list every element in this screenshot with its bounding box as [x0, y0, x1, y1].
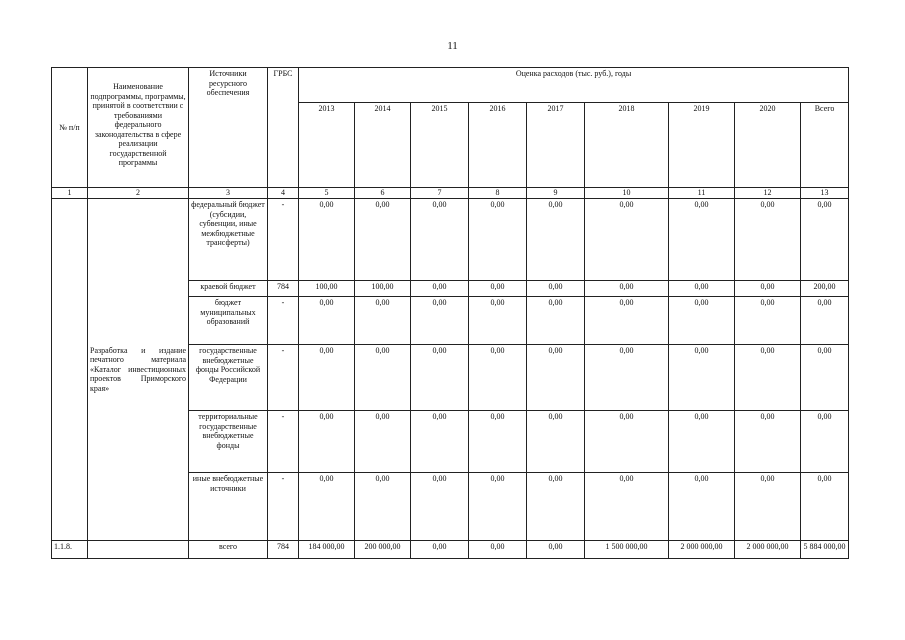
index-cell: 11 — [669, 188, 735, 199]
year-2019: 2019 — [669, 103, 735, 188]
value-cell: 0,00 — [527, 297, 585, 345]
value-cell: 0,00 — [669, 281, 735, 297]
value-cell: 0,00 — [299, 473, 355, 541]
value-cell: 0,00 — [355, 411, 411, 473]
grbs-cell: 784 — [268, 281, 299, 297]
source-cell: федеральный бюджет (субсидии, субвенции, иные межбюджетные трансферты) — [189, 199, 268, 281]
value-cell: 0,00 — [735, 297, 801, 345]
value-cell: 0,00 — [669, 473, 735, 541]
index-cell: 5 — [299, 188, 355, 199]
value-cell: 0,00 — [299, 199, 355, 281]
index-cell: 2 — [88, 188, 189, 199]
value-cell: 0,00 — [411, 199, 469, 281]
value-cell: 100,00 — [299, 281, 355, 297]
value-cell: 0,00 — [527, 541, 585, 559]
year-2015: 2015 — [411, 103, 469, 188]
row-num: 1.1.8. — [52, 541, 88, 559]
index-cell: 12 — [735, 188, 801, 199]
year-total: Всего — [801, 103, 849, 188]
year-2017: 2017 — [527, 103, 585, 188]
value-cell: 0,00 — [735, 473, 801, 541]
grbs-cell: - — [268, 473, 299, 541]
header-estimate: Оценка расходов (тыс. руб.), годы — [299, 68, 849, 103]
value-cell: 0,00 — [411, 345, 469, 411]
grbs-cell: - — [268, 297, 299, 345]
index-cell: 8 — [469, 188, 527, 199]
value-cell: 0,00 — [411, 411, 469, 473]
year-2014: 2014 — [355, 103, 411, 188]
index-cell: 7 — [411, 188, 469, 199]
value-cell: 0,00 — [801, 345, 849, 411]
value-cell: 0,00 — [801, 297, 849, 345]
header-grbs: ГРБС — [268, 68, 299, 188]
grbs-cell: - — [268, 345, 299, 411]
source-cell: бюджет муниципальных образований — [189, 297, 268, 345]
year-2018: 2018 — [585, 103, 669, 188]
value-cell: 0,00 — [585, 345, 669, 411]
index-row — [52, 188, 849, 199]
value-cell: 0,00 — [469, 473, 527, 541]
row-name-cell — [88, 541, 189, 559]
grbs-cell: - — [268, 411, 299, 473]
grbs-cell: - — [268, 199, 299, 281]
source-cell: краевой бюджет — [189, 281, 268, 297]
page-number: 11 — [447, 40, 458, 52]
value-cell: 0,00 — [527, 473, 585, 541]
source-cell: территориальные государственные внебюджетные фонды — [189, 411, 268, 473]
value-cell: 0,00 — [585, 411, 669, 473]
value-cell: 0,00 — [527, 199, 585, 281]
index-cell: 13 — [801, 188, 849, 199]
value-cell: 0,00 — [299, 297, 355, 345]
header-num: № п/п — [52, 68, 88, 188]
value-cell: 0,00 — [735, 199, 801, 281]
year-2013: 2013 — [299, 103, 355, 188]
block-num-cell — [52, 199, 88, 541]
value-cell: 0,00 — [585, 281, 669, 297]
value-cell: 184 000,00 — [299, 541, 355, 559]
expenses-table — [51, 67, 849, 559]
value-cell: 0,00 — [669, 199, 735, 281]
value-cell: 0,00 — [355, 473, 411, 541]
value-cell: 0,00 — [801, 473, 849, 541]
table-row-total — [52, 541, 849, 559]
value-cell: 0,00 — [801, 411, 849, 473]
value-cell: 0,00 — [469, 541, 527, 559]
value-cell: 0,00 — [469, 345, 527, 411]
index-cell: 3 — [189, 188, 268, 199]
value-cell: 0,00 — [801, 199, 849, 281]
grbs-cell: 784 — [268, 541, 299, 559]
value-cell: 0,00 — [299, 345, 355, 411]
value-cell: 200 000,00 — [355, 541, 411, 559]
value-cell: 0,00 — [735, 345, 801, 411]
block-name: Разработка и издание печатного материала «Каталог инвестиционных проектов Приморского края» — [88, 199, 189, 541]
value-cell: 0,00 — [527, 411, 585, 473]
header-source: Источники ресурсного обеспечения — [189, 68, 268, 188]
value-cell: 0,00 — [411, 473, 469, 541]
value-cell: 0,00 — [469, 411, 527, 473]
header-row-1 — [52, 68, 849, 103]
value-cell: 0,00 — [585, 199, 669, 281]
source-cell: государственные внебюджетные фонды Российской Федерации — [189, 345, 268, 411]
value-cell: 5 884 000,00 — [801, 541, 849, 559]
index-cell: 10 — [585, 188, 669, 199]
value-cell: 0,00 — [411, 541, 469, 559]
value-cell: 0,00 — [585, 473, 669, 541]
value-cell: 0,00 — [527, 345, 585, 411]
value-cell: 0,00 — [735, 281, 801, 297]
header-name: Наименование подпрограммы, программы, принятой в соответствии с требованиями федерального законодательства в сфере реализации государственной программы — [88, 68, 189, 188]
value-cell: 0,00 — [669, 411, 735, 473]
value-cell: 2 000 000,00 — [669, 541, 735, 559]
value-cell: 0,00 — [469, 281, 527, 297]
value-cell: 1 500 000,00 — [585, 541, 669, 559]
value-cell: 0,00 — [355, 345, 411, 411]
source-cell: всего — [189, 541, 268, 559]
value-cell: 100,00 — [355, 281, 411, 297]
value-cell: 0,00 — [469, 199, 527, 281]
index-cell: 6 — [355, 188, 411, 199]
table-row — [52, 199, 849, 281]
value-cell: 2 000 000,00 — [735, 541, 801, 559]
value-cell: 0,00 — [527, 281, 585, 297]
value-cell: 0,00 — [669, 345, 735, 411]
value-cell: 0,00 — [411, 281, 469, 297]
index-cell: 4 — [268, 188, 299, 199]
value-cell: 0,00 — [411, 297, 469, 345]
value-cell: 0,00 — [299, 411, 355, 473]
year-2020: 2020 — [735, 103, 801, 188]
value-cell: 0,00 — [735, 411, 801, 473]
index-cell: 9 — [527, 188, 585, 199]
source-cell: иные внебюджетные источники — [189, 473, 268, 541]
value-cell: 200,00 — [801, 281, 849, 297]
value-cell: 0,00 — [585, 297, 669, 345]
value-cell: 0,00 — [355, 297, 411, 345]
index-cell: 1 — [52, 188, 88, 199]
year-2016: 2016 — [469, 103, 527, 188]
value-cell: 0,00 — [469, 297, 527, 345]
value-cell: 0,00 — [355, 199, 411, 281]
value-cell: 0,00 — [669, 297, 735, 345]
